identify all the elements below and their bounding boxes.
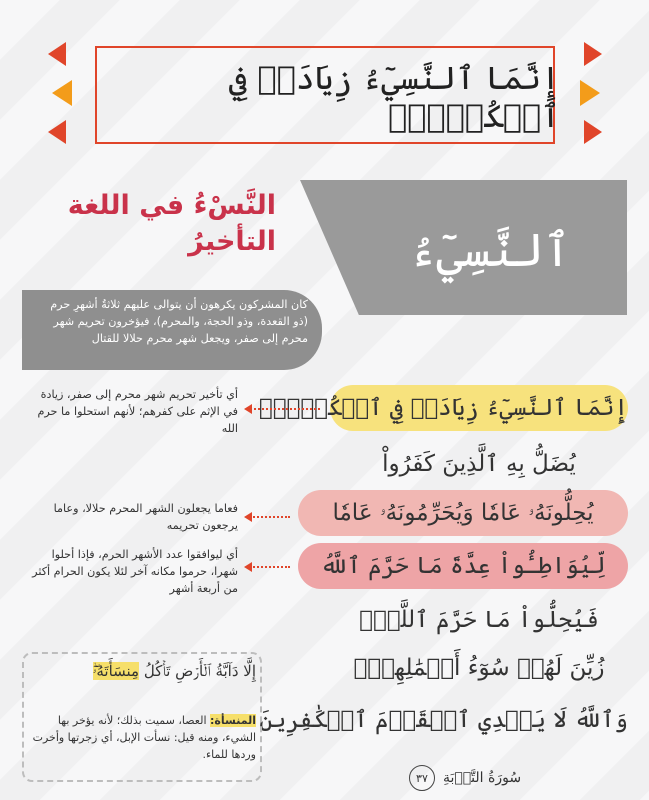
vocabulary-definition (30, 712, 256, 763)
verse-3: يُحِلُّونَهُۥ عَامٗا وَيُحَرِّمُونَهُۥ عَامٗا (298, 490, 628, 536)
chevron-right-mid-icon (580, 80, 600, 106)
banner-word: ٱلنَّسِيٓءُ (409, 223, 571, 277)
arrow-note-2 (250, 516, 290, 518)
arrowhead-3-icon (244, 562, 252, 572)
vocabulary-text: العصا، سميت بذلك؛ لأنه يؤخر بها الشيء، ومنه قيل: نسأت الإبل، أي زجرتها وأخرت وردها للماء. (32, 714, 256, 761)
chevron-right-bottom-icon (584, 120, 602, 144)
vocabulary-verse (30, 662, 256, 680)
language-definition-line2: التأخيرُ (188, 226, 276, 257)
verse-2: يُضَلُّ بِهِ ٱلَّذِينَ كَفَرُواْ (382, 451, 576, 477)
context-note: كان المشركون يكرهون أن يتوالى عليهم ثلاثةُ أشهرِ حرم (ذو القعدة، وذو الحجة، والمحرم)، فيؤخرون تحريم شهر محرم إلى صفر، ويجعل شهر محرم حلالا للقتال (22, 290, 322, 370)
arrowhead-2-icon (244, 512, 252, 522)
chevron-left-bottom-icon (48, 120, 66, 144)
tafsir-note-2: فعاما يجعلون الشهر المحرم حلالا، وعاما يرجعون تحريمه (53, 502, 238, 532)
verse-5: فَيُحِلُّواْ مَا حَرَّمَ ٱللَّهُۚ (359, 607, 599, 633)
vocabulary-term: المنسأة: (210, 714, 256, 727)
tafsir-note-1: أي تأخير تحريم شهر محرم إلى صفر، زيادة في الإثم على كفرهم؛ لأنهم استحلوا ما حرم الله (37, 388, 238, 435)
arrow-note-3 (250, 566, 290, 568)
verse-4: لِّيُوَاطِـُٔواْ عِدَّةَ مَا حَرَّمَ ٱللَّهُ (298, 543, 628, 589)
chevron-left-top-icon (48, 42, 66, 66)
arrowhead-1-icon (244, 404, 252, 414)
vocabulary-verse-text: إِلَّا دَآبَّةُ ٱلۡأَرۡضِ تَأۡكُلُ (143, 662, 256, 680)
chevron-left-mid-icon (52, 80, 72, 106)
header-line-bottom (95, 142, 555, 144)
arrow-note-1 (250, 408, 320, 410)
vocabulary-highlight-word: مِنسَأَتَهُۥۖ (92, 662, 140, 680)
chevron-right-top-icon (584, 42, 602, 66)
header-title: إِنَّمَا ٱلنَّسِيٓءُ زِيَادَةٞ فِي ٱلۡكُفۡرِۖ (228, 59, 560, 135)
sura-name: سُورَةُ التَّوۡبَةِ (442, 770, 522, 786)
verse-7: وَٱللَّهُ لَا يَهۡدِي ٱلۡقَوۡمَ ٱلۡكَٰفِرِينَ (259, 707, 628, 733)
verse-6: زُيِّنَ لَهُمۡ سُوٓءُ أَعۡمَٰلِهِمۡۗ (353, 655, 605, 681)
sura-label (390, 764, 540, 792)
header-line-top (95, 46, 555, 48)
verse-number-badge: ٣٧ (409, 765, 435, 791)
language-definition (20, 188, 276, 260)
tafsir-note-3: أي ليوافقوا عدد الأشهر الحرم، فإذا أحلوا شهرا، حرموا مكانه آخر لئلا يكون الحرام أكثر من أربعة أشهر (32, 548, 238, 595)
language-definition-line1: النَّسْءُ في اللغة (67, 190, 276, 221)
verse-1: إِنَّمَا ٱلنَّسِيٓءُ زِيَادَةٞ فِي ٱلۡكُفۡرِۖ (330, 385, 628, 431)
